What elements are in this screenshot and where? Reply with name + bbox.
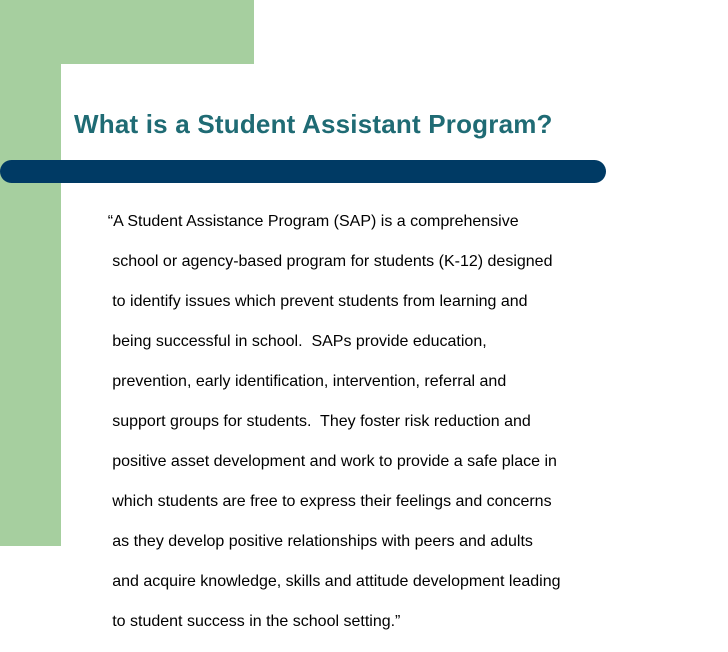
body-line: being successful in school. SAPs provide education, — [107, 333, 487, 350]
body-quote — [90, 192, 690, 652]
body-line: support groups for students. They foster risk reduction and — [107, 413, 531, 430]
body-line: “A Student Assistance Program (SAP) is a comprehensive — [107, 213, 519, 230]
body-line: as they develop positive relationships with peers and adults — [107, 533, 533, 550]
body-line: school or agency-based program for students (K-12) designed — [107, 253, 553, 270]
body-line: to student success in the school setting.” — [107, 613, 401, 630]
body-line: positive asset development and work to provide a safe place in — [107, 453, 557, 470]
body-line: prevention, early identification, intervention, referral and — [107, 373, 507, 390]
body-line: to identify issues which prevent students from learning and — [107, 293, 528, 310]
slide-title: What is a Student Assistant Program? — [74, 109, 553, 139]
title-underline-bar — [0, 160, 606, 183]
body-line: and acquire knowledge, skills and attitude development leading — [107, 573, 561, 590]
body-line: which students are free to express their feelings and concerns — [107, 493, 552, 510]
green-side-strip — [0, 64, 61, 546]
green-top-block — [0, 0, 254, 64]
